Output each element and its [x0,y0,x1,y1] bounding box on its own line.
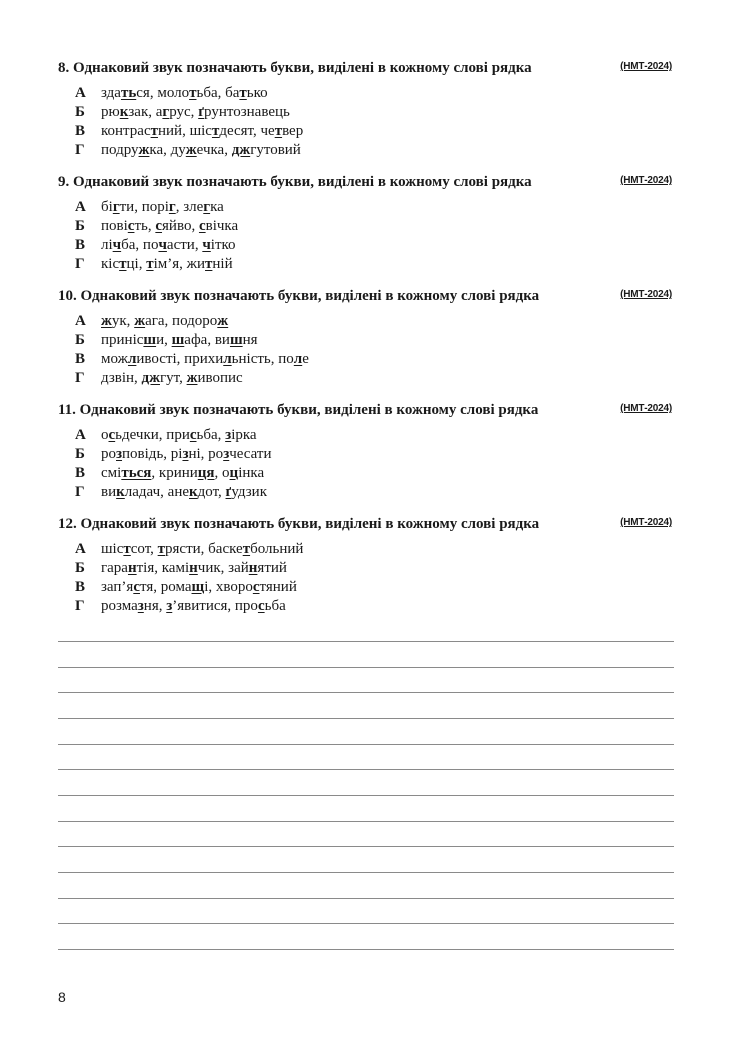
word-text: і, хворо [204,579,253,595]
word-text: тя, рома [139,579,192,595]
word-text: приніс [101,332,144,348]
option-words [101,540,303,559]
answer-option [58,445,674,464]
option-letter: В [75,123,86,139]
word-text: ятий [257,560,287,576]
option-letter: Б [75,218,85,234]
writing-line [58,769,674,770]
highlighted-letters: ж [101,313,112,329]
exam-tag: (НМТ-2024) [620,517,672,528]
writing-line [58,718,674,719]
writing-line [58,692,674,693]
highlighted-letters: т [157,541,166,557]
highlighted-letters: ц [229,465,239,481]
word-text: асти, [166,237,203,253]
question-header [58,400,674,420]
word-text: , [164,332,172,348]
highlighted-letters: т [119,256,127,272]
highlighted-letters: ж [138,142,150,158]
option-words [101,578,297,597]
highlighted-letters: л [223,351,232,367]
highlighted-letters: к [119,104,129,120]
word-text: ви [101,484,117,500]
word-text: афа, ви [184,332,230,348]
word-text: чик, зай [197,560,249,576]
highlighted-letters: с [189,427,197,443]
option-letter: А [75,541,86,557]
highlighted-letters: з [166,598,173,614]
word-text: ьба [264,598,286,614]
option-words [101,84,268,103]
word-text: тяний [259,579,297,595]
question-header [58,286,674,306]
word-text: ьність, по [231,351,294,367]
highlighted-letters: т [205,256,213,272]
option-words [101,122,303,141]
writing-line [58,821,674,822]
question-12 [58,514,674,616]
answer-options [58,540,674,616]
question-8 [58,58,674,160]
question-title: 12. Однаковий звук позначають букви, виділені в кожному слові рядка [58,516,540,532]
option-letter: Б [75,332,85,348]
answer-option [58,464,674,483]
option-words [101,217,238,236]
answer-options [58,312,674,388]
option-words [101,198,224,217]
word-text: ня [242,332,258,348]
word-text: бі [101,199,113,215]
highlighted-letters: с [155,218,163,234]
word-text: гут, [160,370,187,386]
highlighted-letters: л [293,351,303,367]
option-words [101,312,228,331]
highlighted-letters: с [108,427,116,443]
option-letter: В [75,579,86,595]
option-words [101,255,233,274]
word-text: тія, камі [136,560,190,576]
word-text: ьдечки, при [115,427,190,443]
writing-line [58,744,674,745]
word-text: чесати [229,446,272,462]
highlighted-letters: ж [134,313,146,329]
highlighted-letters: с [252,579,260,595]
word-text: ірка [231,427,257,443]
word-text: контрас [101,123,151,139]
writing-line [58,795,674,796]
answer-option [58,350,674,369]
word-text: ітко [210,237,236,253]
highlighted-letters: т [211,123,220,139]
question-header [58,58,674,78]
highlighted-letters: г [203,199,211,215]
highlighted-letters: ш [143,332,157,348]
answer-option [58,198,674,217]
answer-option [58,255,674,274]
word-text: ня, [143,598,167,614]
word-text: больний [250,541,304,557]
option-letter: В [75,351,86,367]
word-text: ній [212,256,233,272]
option-letter: А [75,427,86,443]
option-words [101,236,236,255]
question-title: 11. Однаковий звук позначають букви, виділені в кожному слові рядка [58,402,539,418]
highlighted-letters: ч [202,237,211,253]
highlighted-letters: с [127,218,135,234]
word-text: яйво, [162,218,199,234]
writing-line [58,872,674,873]
writing-line [58,846,674,847]
word-text: ка, ду [149,142,186,158]
word-text: подру [101,142,139,158]
question-header [58,514,674,534]
option-words [101,559,287,578]
option-letter: А [75,313,86,329]
word-text: пові [101,218,128,234]
option-words [101,350,309,369]
highlighted-letters: ж [186,370,198,386]
word-text: інка [238,465,265,481]
word-text: ба, по [121,237,159,253]
answer-options [58,198,674,274]
question-title: 9. Однаковий звук позначають букви, виділені в кожному слові рядка [58,174,532,190]
answer-option [58,122,674,141]
option-letter: Б [75,446,85,462]
answer-option [58,331,674,350]
option-letter: Г [75,598,85,614]
exam-tag: (НМТ-2024) [620,289,672,300]
option-words [101,426,257,445]
writing-line [58,667,674,668]
word-text: ук, [111,313,135,329]
answer-option [58,597,674,616]
word-text: о [101,427,109,443]
option-words [101,483,267,502]
answer-option [58,483,674,502]
highlighted-letters: дж [231,142,251,158]
word-text: зак, а [128,104,163,120]
word-text: зап’я [101,579,134,595]
answer-options [58,84,674,160]
highlighted-letters: т [274,123,283,139]
word-text: , зле [175,199,204,215]
highlighted-letters: ч [112,237,122,253]
word-text: дот, [197,484,226,500]
exam-tag: (НМТ-2024) [620,403,672,414]
highlighted-letters: ж [185,142,197,158]
writing-line [58,923,674,924]
highlighted-letters: с [198,218,206,234]
highlighted-letters: н [248,560,258,576]
answer-option [58,559,674,578]
option-letter: А [75,85,86,101]
highlighted-letters: ґ [225,484,232,500]
word-text: ьба, [196,427,226,443]
answer-option [58,426,674,445]
highlighted-letters: ч [158,237,167,253]
highlighted-letters: ш [229,332,243,348]
option-letter: А [75,199,86,215]
highlighted-letters: з [116,446,123,462]
word-text: ага, подоро [145,313,218,329]
option-letter: Б [75,104,85,120]
word-text: рус, [169,104,199,120]
answer-option [58,217,674,236]
option-letter: В [75,465,86,481]
answer-option [58,369,674,388]
word-text: мож [101,351,128,367]
word-text: удзик [231,484,267,500]
word-text: дзвін, [101,370,142,386]
word-text: ько [246,85,268,101]
exam-tag: (НМТ-2024) [620,175,672,186]
answer-option [58,312,674,331]
highlighted-letters: т [239,85,247,101]
option-letter: Б [75,560,85,576]
word-text: е [302,351,309,367]
word-text: ивості, прихи [136,351,224,367]
word-text: зда [101,85,121,101]
highlighted-letters: з [182,446,189,462]
word-text: рунтознавець [204,104,290,120]
word-text: рю [101,104,120,120]
option-words [101,445,272,464]
option-letter: Г [75,256,85,272]
word-text: ьба, ба [196,85,240,101]
word-text: десят, че [219,123,275,139]
highlighted-letters: л [127,351,137,367]
word-text: ладач, ане [124,484,189,500]
word-text: кіс [101,256,120,272]
highlighted-letters: з [137,598,144,614]
word-text: гутовий [250,142,301,158]
word-text: ти, порі [119,199,169,215]
word-text: ечка, [196,142,232,158]
option-letter: В [75,237,86,253]
word-text: вічка [205,218,239,234]
option-words [101,331,258,350]
highlighted-letters: с [133,579,140,595]
answer-option [58,578,674,597]
word-text: ивопис [197,370,243,386]
word-text: ть, [134,218,156,234]
word-text: ні, ро [188,446,224,462]
word-text: ро [101,446,116,462]
highlighted-letters: г [112,199,120,215]
exam-tag: (НМТ-2024) [620,61,672,72]
highlighted-letters: щ [191,579,205,595]
highlighted-letters: т [150,123,158,139]
writing-line [58,641,674,642]
highlighted-letters: с [257,598,265,614]
question-title: 10. Однаковий звук позначають букви, виділені в кожному слові рядка [58,288,540,304]
word-text: ся, моло [136,85,190,101]
option-words [101,369,243,388]
answer-option [58,84,674,103]
highlighted-letters: т [189,85,197,101]
answer-option [58,236,674,255]
word-text: , о [214,465,230,481]
option-words [101,464,264,483]
word-text: шіс [101,541,124,557]
word-text: , крини [151,465,198,481]
highlighted-letters: т [242,541,251,557]
word-text: ний, шіс [157,123,212,139]
option-words [101,597,286,616]
word-text: лі [101,237,113,253]
word-text: ка [210,199,224,215]
option-letter: Г [75,142,85,158]
highlighted-letters: з [223,446,230,462]
word-text: и [156,332,165,348]
highlighted-letters: з [225,427,232,443]
question-header [58,172,674,192]
question-9 [58,172,674,274]
word-text: сот, [130,541,158,557]
highlighted-letters: ш [171,332,185,348]
highlighted-letters: г [168,199,176,215]
option-words [101,103,290,122]
answer-options [58,426,674,502]
page-number: 8 [58,989,66,1005]
highlighted-letters: дж [141,370,160,386]
highlighted-letters: ґ [198,104,205,120]
highlighted-letters: к [189,484,198,500]
question-title: 8. Однаковий звук позначають букви, виділені в кожному слові рядка [58,60,532,76]
highlighted-letters: ться [121,465,152,481]
option-letter: Г [75,370,85,386]
word-text: гара [101,560,128,576]
word-text: рясти, баске [165,541,243,557]
writing-line [58,949,674,950]
highlighted-letters: ця [197,465,215,481]
writing-line [58,898,674,899]
answer-option [58,141,674,160]
highlighted-letters: т [123,541,131,557]
highlighted-letters: н [189,560,198,576]
option-letter: Г [75,484,85,500]
word-text: повідь, рі [122,446,183,462]
option-words [101,141,301,160]
word-text: вер [282,123,304,139]
word-text: ’явитися, про [172,598,258,614]
word-text: розма [101,598,138,614]
word-text: ці, [126,256,147,272]
highlighted-letters: ть [120,85,137,101]
word-text: смі [101,465,122,481]
highlighted-letters: ж [217,313,229,329]
question-11 [58,400,674,502]
highlighted-letters: г [162,104,170,120]
question-10 [58,286,674,388]
answer-option [58,540,674,559]
highlighted-letters: к [116,484,125,500]
answer-option [58,103,674,122]
highlighted-letters: н [127,560,137,576]
word-text: ім’я, жи [153,256,206,272]
highlighted-letters: т [146,256,154,272]
